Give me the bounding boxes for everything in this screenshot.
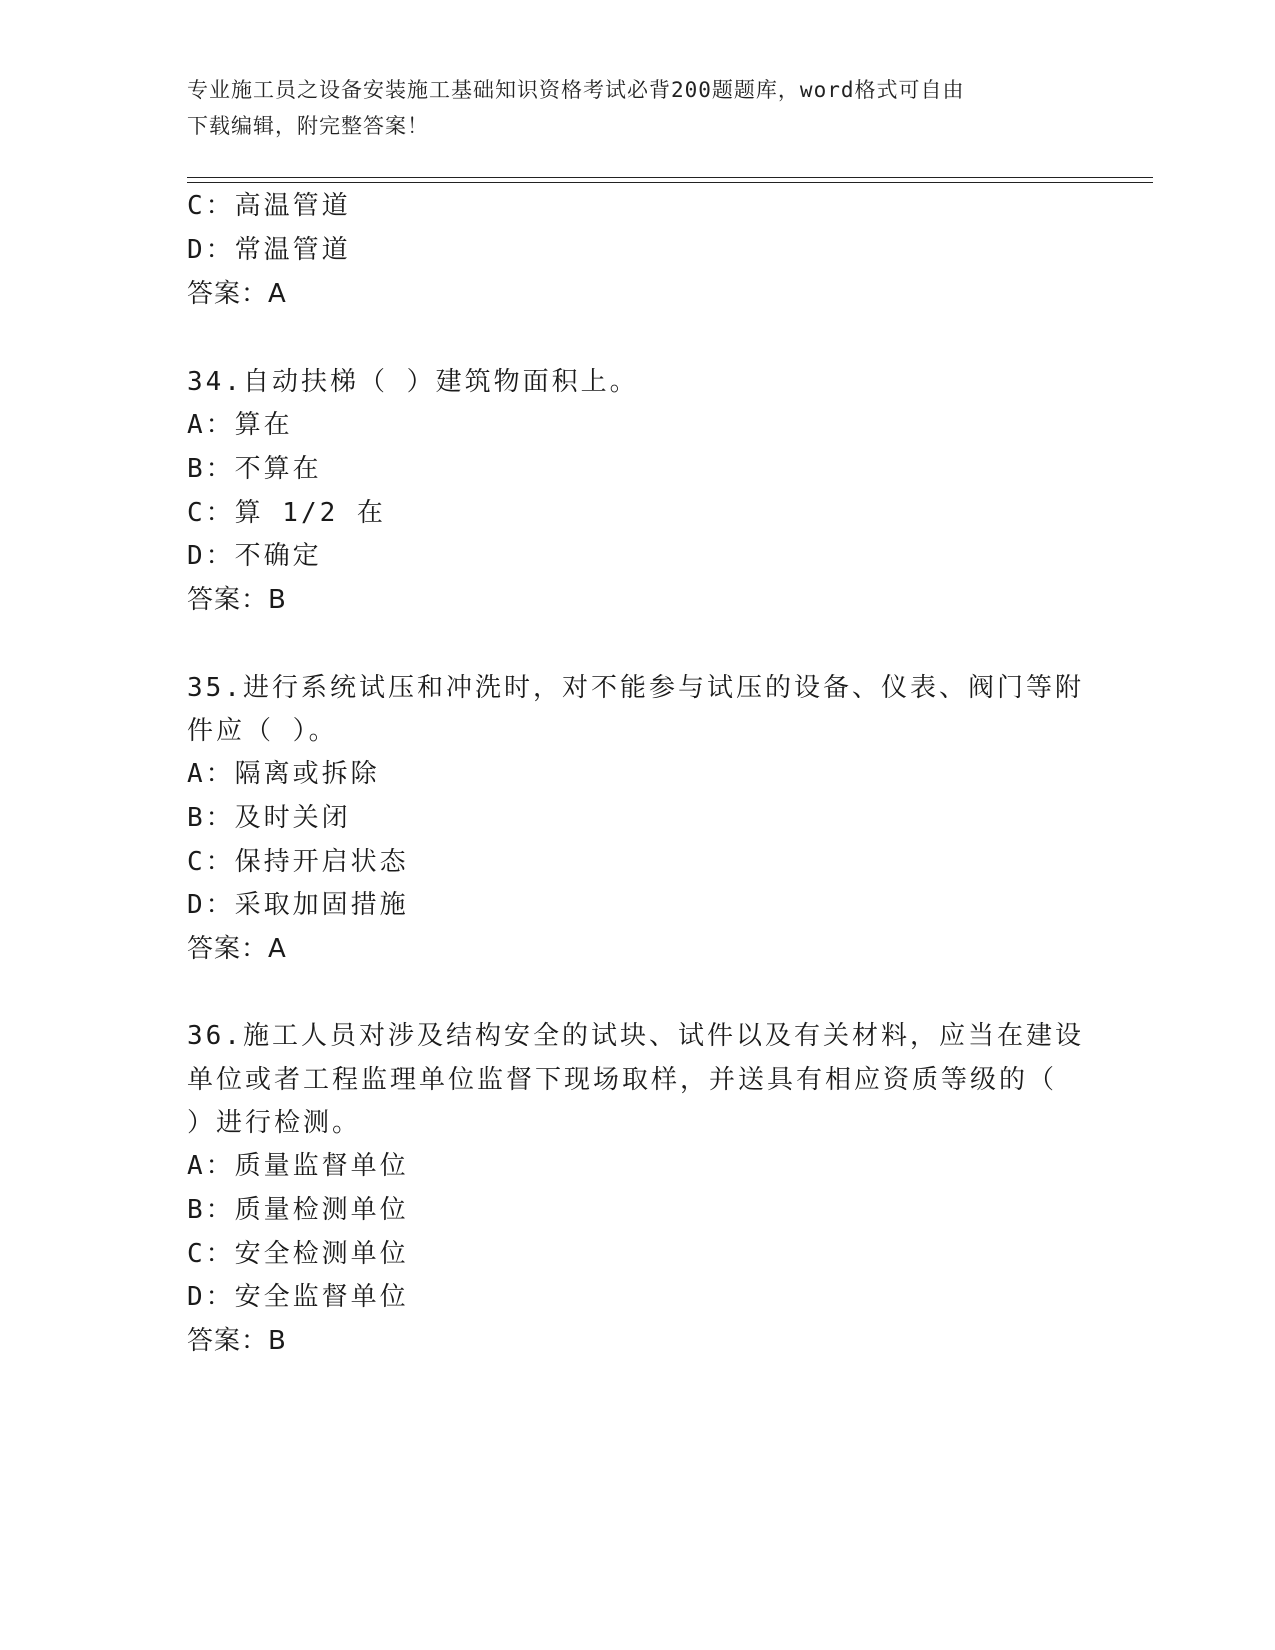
q35-option-a: A：隔离或拆除	[187, 759, 380, 789]
q34-stem: 34.自动扶梯（ ）建筑物面积上。	[187, 367, 639, 397]
q33-option-d: D：常温管道	[187, 235, 351, 265]
q35-option-c: C：保持开启状态	[187, 847, 409, 877]
q34-option-d: D：不确定	[187, 541, 322, 571]
header-line-1: 专业施工员之设备安装施工基础知识资格考试必背200题题库，word格式可自由	[187, 78, 965, 102]
header-line-2: 下载编辑，附完整答案！	[187, 114, 429, 138]
q35-stem-line-2: 件应（ ）。	[187, 716, 338, 746]
q35-answer: 答案：A	[187, 934, 287, 964]
q34-option-b: B：不算在	[187, 454, 322, 484]
q34-option-a: A：算在	[187, 410, 293, 440]
q36-option-d: D：安全监督单位	[187, 1282, 409, 1312]
q35-option-b: B：及时关闭	[187, 803, 351, 833]
q36-answer: 答案：B	[187, 1326, 287, 1356]
q34-option-c: C：算 1/2 在	[187, 498, 386, 528]
q34-answer: 答案：B	[187, 585, 287, 615]
q35-option-d: D：采取加固措施	[187, 890, 409, 920]
q36-stem-line-2: 单位或者工程监理单位监督下现场取样，并送具有相应资质等级的（	[187, 1065, 1058, 1095]
q36-stem-line-3: ）进行检测。	[187, 1108, 362, 1138]
q36-option-c: C：安全检测单位	[187, 1239, 409, 1269]
q36-option-a: A：质量监督单位	[187, 1151, 409, 1181]
header-divider-top	[187, 177, 1153, 178]
document-header	[187, 72, 1067, 144]
q33-answer: 答案：A	[187, 279, 287, 309]
q36-stem-line-1: 36.施工人员对涉及结构安全的试块、试件以及有关材料，应当在建设	[187, 1021, 1084, 1051]
q35-stem-line-1: 35.进行系统试压和冲洗时，对不能参与试压的设备、仪表、阀门等附	[187, 673, 1084, 703]
q33-option-c: C：高温管道	[187, 191, 351, 221]
q36-option-b: B：质量检测单位	[187, 1195, 409, 1225]
header-divider-bottom	[187, 182, 1153, 183]
